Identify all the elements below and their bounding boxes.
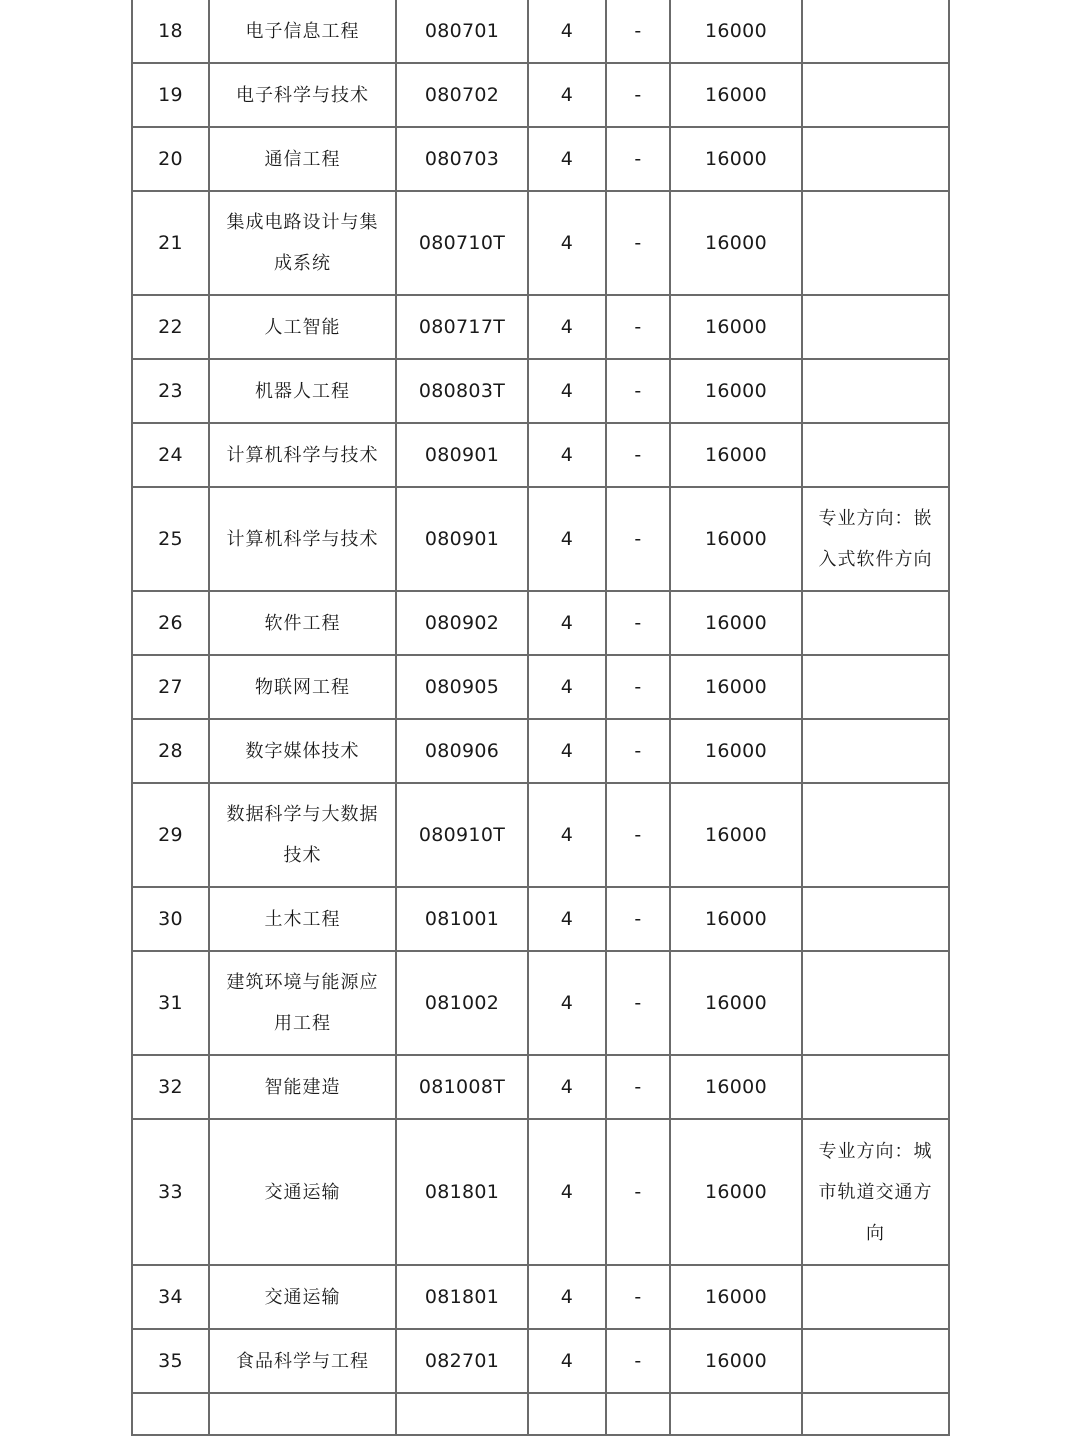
dash-cell: -: [606, 655, 670, 719]
program-name-text: 电子信息工程: [245, 20, 360, 42]
remark-cell: [802, 719, 949, 783]
table-row: [132, 1055, 949, 1119]
program-code-cell: 081801: [396, 1265, 528, 1329]
program-name-cell: [209, 359, 396, 423]
program-name-cell: [209, 783, 396, 887]
row-number-cell: 19: [132, 63, 209, 127]
table-row: [132, 191, 949, 295]
program-code-cell: 080702: [396, 63, 528, 127]
row-number-cell: 27: [132, 655, 209, 719]
program-fee-table-container: [131, 0, 948, 1436]
program-name-cell: [209, 1265, 396, 1329]
duration-cell: 4: [528, 63, 606, 127]
duration-cell: [528, 1393, 606, 1435]
program-code-cell: 080906: [396, 719, 528, 783]
row-number-cell: 31: [132, 951, 209, 1055]
table-row: [132, 359, 949, 423]
remark-cell: [802, 487, 949, 591]
program-code-cell: 080901: [396, 487, 528, 591]
dash-cell: -: [606, 63, 670, 127]
row-number-cell: 29: [132, 783, 209, 887]
dash-cell: -: [606, 887, 670, 951]
program-name-text: 智能建造: [264, 1076, 341, 1098]
program-name-text: 数字媒体技术: [245, 740, 360, 762]
program-name-text: 机器人工程: [255, 380, 350, 402]
duration-cell: 4: [528, 359, 606, 423]
table-row: [132, 1265, 949, 1329]
tuition-cell: 16000: [670, 783, 802, 887]
program-name-text: 人工智能: [264, 316, 341, 338]
program-code-cell: 080701: [396, 0, 528, 63]
program-name-cell: [209, 655, 396, 719]
duration-cell: 4: [528, 591, 606, 655]
tuition-cell: 16000: [670, 191, 802, 295]
program-name-cell: [209, 423, 396, 487]
program-fee-table: [131, 0, 950, 1436]
table-row: [132, 0, 949, 63]
tuition-cell: 16000: [670, 1119, 802, 1265]
program-name-cell: [209, 1393, 396, 1435]
tuition-cell: 16000: [670, 0, 802, 63]
table-row: [132, 423, 949, 487]
program-code-cell: 081008T: [396, 1055, 528, 1119]
program-code-cell: 081801: [396, 1119, 528, 1265]
remark-cell: [802, 191, 949, 295]
duration-cell: 4: [528, 127, 606, 191]
dash-cell: -: [606, 191, 670, 295]
dash-cell: -: [606, 1119, 670, 1265]
program-name-text: 计算机科学与技术: [226, 528, 379, 550]
dash-cell: -: [606, 487, 670, 591]
table-row: [132, 719, 949, 783]
program-name-text: 食品科学与工程: [236, 1350, 369, 1372]
table-row: [132, 887, 949, 951]
row-number-cell: 22: [132, 295, 209, 359]
remark-cell: [802, 1329, 949, 1393]
dash-cell: -: [606, 127, 670, 191]
tuition-cell: 16000: [670, 591, 802, 655]
program-name-cell: [209, 591, 396, 655]
program-name-cell: [209, 487, 396, 591]
duration-cell: 4: [528, 295, 606, 359]
dash-cell: -: [606, 359, 670, 423]
tuition-cell: [670, 1393, 802, 1435]
dash-cell: -: [606, 1329, 670, 1393]
program-name-text: 建筑环境与能源应用工程: [226, 972, 379, 1034]
tuition-cell: 16000: [670, 1055, 802, 1119]
table-row: [132, 1119, 949, 1265]
program-name-text: 物联网工程: [255, 676, 350, 698]
row-number-cell: 35: [132, 1329, 209, 1393]
table-row: [132, 63, 949, 127]
program-name-text: 软件工程: [264, 612, 341, 634]
remark-cell: [802, 423, 949, 487]
program-name-text: 数据科学与大数据技术: [226, 804, 379, 866]
remark-cell: [802, 0, 949, 63]
remark-cell: [802, 295, 949, 359]
program-code-cell: 080803T: [396, 359, 528, 423]
duration-cell: 4: [528, 0, 606, 63]
row-number-cell: 18: [132, 0, 209, 63]
row-number-cell: [132, 1393, 209, 1435]
dash-cell: [606, 1393, 670, 1435]
table-row: [132, 295, 949, 359]
row-number-cell: 34: [132, 1265, 209, 1329]
table-row: [132, 591, 949, 655]
program-name-cell: [209, 191, 396, 295]
remark-text: 专业方向：城市轨道交通方向: [818, 1140, 933, 1244]
duration-cell: 4: [528, 1265, 606, 1329]
program-code-cell: 080710T: [396, 191, 528, 295]
remark-cell: [802, 1119, 949, 1265]
row-number-cell: 21: [132, 191, 209, 295]
tuition-cell: 16000: [670, 719, 802, 783]
row-number-cell: 23: [132, 359, 209, 423]
remark-cell: [802, 783, 949, 887]
tuition-cell: 16000: [670, 951, 802, 1055]
program-name-text: 土木工程: [264, 908, 341, 930]
program-name-cell: [209, 0, 396, 63]
duration-cell: 4: [528, 423, 606, 487]
program-name-cell: [209, 1329, 396, 1393]
table-row: [132, 655, 949, 719]
program-name-cell: [209, 887, 396, 951]
table-row: [132, 1329, 949, 1393]
table-row: [132, 951, 949, 1055]
row-number-cell: 32: [132, 1055, 209, 1119]
tuition-cell: 16000: [670, 655, 802, 719]
dash-cell: -: [606, 719, 670, 783]
duration-cell: 4: [528, 783, 606, 887]
dash-cell: -: [606, 951, 670, 1055]
duration-cell: 4: [528, 1055, 606, 1119]
tuition-cell: 16000: [670, 127, 802, 191]
dash-cell: -: [606, 783, 670, 887]
dash-cell: -: [606, 591, 670, 655]
program-code-cell: 082701: [396, 1329, 528, 1393]
program-name-text: 通信工程: [264, 148, 341, 170]
tuition-cell: 16000: [670, 423, 802, 487]
program-code-cell: 080703: [396, 127, 528, 191]
tuition-cell: 16000: [670, 1329, 802, 1393]
program-code-cell: 081002: [396, 951, 528, 1055]
program-code-cell: 080905: [396, 655, 528, 719]
program-code-cell: 080910T: [396, 783, 528, 887]
duration-cell: 4: [528, 719, 606, 783]
duration-cell: 4: [528, 951, 606, 1055]
duration-cell: 4: [528, 1119, 606, 1265]
tuition-cell: 16000: [670, 295, 802, 359]
program-name-text: 电子科学与技术: [236, 84, 369, 106]
dash-cell: -: [606, 0, 670, 63]
remark-cell: [802, 1265, 949, 1329]
remark-cell: [802, 1055, 949, 1119]
program-name-text: 计算机科学与技术: [226, 444, 379, 466]
row-number-cell: 30: [132, 887, 209, 951]
remark-cell: [802, 655, 949, 719]
program-code-cell: 081001: [396, 887, 528, 951]
tuition-cell: 16000: [670, 63, 802, 127]
tuition-cell: 16000: [670, 887, 802, 951]
program-name-cell: [209, 1119, 396, 1265]
remark-cell: [802, 887, 949, 951]
remark-cell: [802, 127, 949, 191]
table-row: [132, 127, 949, 191]
row-number-cell: 26: [132, 591, 209, 655]
remark-cell: [802, 951, 949, 1055]
dash-cell: -: [606, 1055, 670, 1119]
table-row: [132, 1393, 949, 1435]
remark-text: 专业方向：嵌入式软件方向: [818, 508, 933, 570]
remark-cell: [802, 63, 949, 127]
program-code-cell: 080717T: [396, 295, 528, 359]
row-number-cell: 25: [132, 487, 209, 591]
row-number-cell: 24: [132, 423, 209, 487]
duration-cell: 4: [528, 887, 606, 951]
dash-cell: -: [606, 295, 670, 359]
table-body: [132, 0, 949, 1435]
program-name-cell: [209, 127, 396, 191]
program-name-cell: [209, 951, 396, 1055]
duration-cell: 4: [528, 487, 606, 591]
duration-cell: 4: [528, 191, 606, 295]
program-name-cell: [209, 63, 396, 127]
table-row: [132, 783, 949, 887]
program-code-cell: [396, 1393, 528, 1435]
tuition-cell: 16000: [670, 1265, 802, 1329]
remark-cell: [802, 359, 949, 423]
tuition-cell: 16000: [670, 487, 802, 591]
dash-cell: -: [606, 1265, 670, 1329]
tuition-cell: 16000: [670, 359, 802, 423]
program-code-cell: 080902: [396, 591, 528, 655]
remark-cell: [802, 591, 949, 655]
program-name-text: 交通运输: [264, 1181, 341, 1203]
duration-cell: 4: [528, 1329, 606, 1393]
program-name-text: 集成电路设计与集成系统: [226, 212, 379, 274]
row-number-cell: 28: [132, 719, 209, 783]
remark-cell: [802, 1393, 949, 1435]
program-name-cell: [209, 719, 396, 783]
program-name-cell: [209, 295, 396, 359]
program-code-cell: 080901: [396, 423, 528, 487]
duration-cell: 4: [528, 655, 606, 719]
program-name-cell: [209, 1055, 396, 1119]
row-number-cell: 20: [132, 127, 209, 191]
dash-cell: -: [606, 423, 670, 487]
program-name-text: 交通运输: [264, 1286, 341, 1308]
row-number-cell: 33: [132, 1119, 209, 1265]
table-row: [132, 487, 949, 591]
